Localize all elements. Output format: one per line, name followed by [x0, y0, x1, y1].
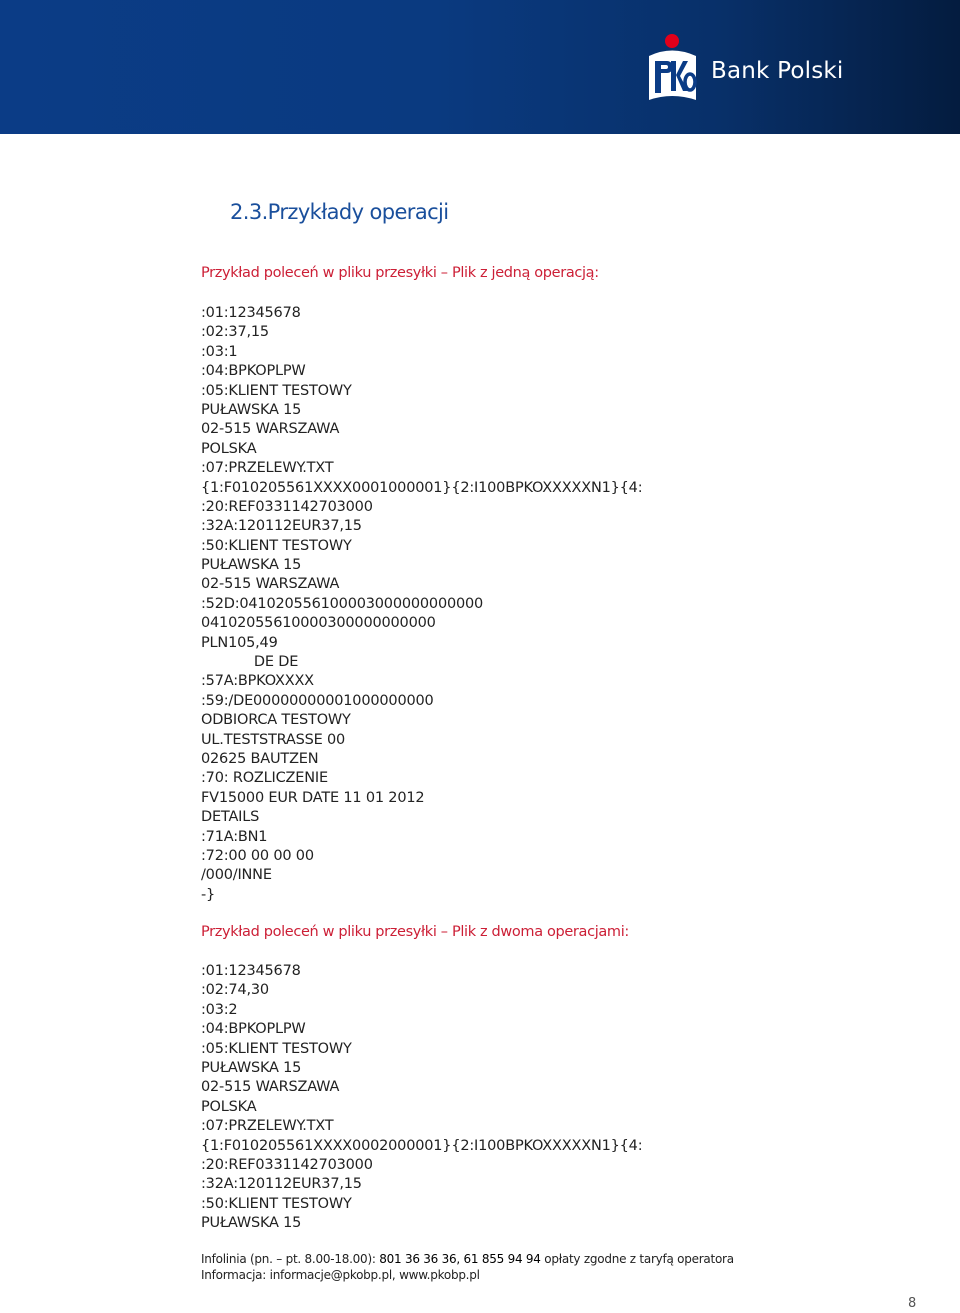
code-line: :59:/DE00000000001000000000	[201, 692, 434, 709]
code-line: :02:74,30	[201, 982, 269, 999]
page-number: 8	[908, 1296, 917, 1311]
code-line: -}	[201, 886, 216, 903]
code-line: :71A:BN1	[201, 828, 268, 845]
code-line: :05:KLIENT TESTOWY	[201, 382, 352, 399]
code-line: :01:12345678	[201, 305, 301, 321]
code-line: :02:37,15	[201, 324, 269, 341]
code-line: PUŁAWSKA 15	[201, 557, 302, 574]
code-line: {1:F010205561XXXX0002000001}{2:I100BPKOXXXXXN1}{4:	[201, 1137, 643, 1154]
code-line: ODBIORCA TESTOWY	[201, 712, 351, 729]
code-line: {1:F010205561XXXX0001000001}{2:I100BPKOXXXXXN1}{4:	[201, 479, 643, 496]
code-line: :01:12345678	[201, 963, 301, 979]
example2-code-block	[201, 962, 642, 1233]
code-line: POLSKA	[201, 1098, 257, 1115]
code-line: :50:KLIENT TESTOWY	[201, 537, 352, 554]
code-line: :03:2	[201, 1001, 238, 1018]
code-line: :20:REF0331142703000	[201, 1156, 373, 1173]
footer-hotline-label: Infolinia (pn. – pt. 8.00-18.00):	[201, 1252, 380, 1266]
code-line: :50:KLIENT TESTOWY	[201, 1195, 352, 1212]
pko-logo-icon	[646, 32, 704, 104]
footer-contact: Informacja: informacje@pkobp.pl, www.pkobp.pl	[201, 1268, 480, 1282]
code-line: :32A:120112EUR37,15	[201, 1176, 362, 1193]
code-line: PUŁAWSKA 15	[201, 1059, 302, 1076]
code-line: DETAILS	[201, 809, 260, 826]
code-line: 02-515 WARSZAWA	[201, 1079, 340, 1096]
code-line: :20:REF0331142703000	[201, 498, 373, 515]
code-line: PLN105,49	[201, 634, 278, 651]
code-line: :72:00 00 00 00	[201, 847, 314, 864]
section-title: 2.3.Przykłady operacji	[230, 200, 449, 224]
code-line: :05:KLIENT TESTOWY	[201, 1040, 352, 1057]
code-line: 04102055610000300000000000	[201, 615, 436, 632]
footer-hotline-numbers: 801 36 36 36, 61 855 94 94	[379, 1252, 541, 1266]
code-line: :52D:041020556100003000000000000	[201, 595, 484, 612]
code-line: 02625 BAUTZEN	[201, 750, 319, 767]
code-line: :03:1	[201, 343, 238, 360]
code-line: :04:BPKOPLPW	[201, 1021, 306, 1038]
brand-name: Bank Polski	[711, 58, 844, 84]
code-line: :04:BPKOPLPW	[201, 363, 306, 380]
header-banner	[0, 0, 960, 134]
code-line: UL.TESTSTRASSE 00	[201, 731, 346, 748]
example1-code-block	[201, 304, 642, 905]
code-line: /000/INNE	[201, 867, 272, 884]
code-line: POLSKA	[201, 440, 257, 457]
code-line: :57A:BPKOXXXX	[201, 673, 314, 690]
code-line: PUŁAWSKA 15	[201, 401, 302, 418]
code-line: :07:PRZELEWY.TXT	[201, 460, 334, 477]
example2-heading: Przykład poleceń w pliku przesyłki – Plik z dwoma operacjami:	[201, 924, 629, 940]
code-line: 02-515 WARSZAWA	[201, 421, 340, 438]
footer-hotline	[201, 1251, 734, 1267]
code-line: DE DE	[201, 654, 299, 671]
footer-hotline-note: opłaty zgodne z taryfą operatora	[540, 1252, 734, 1266]
code-line: :70: ROZLICZENIE	[201, 770, 328, 787]
example1-heading: Przykład poleceń w pliku przesyłki – Plik z jedną operacją:	[201, 265, 599, 281]
code-line: :32A:120112EUR37,15	[201, 518, 362, 535]
footer	[201, 1251, 734, 1283]
code-line: PUŁAWSKA 15	[201, 1215, 302, 1232]
code-line: FV15000 EUR DATE 11 01 2012	[201, 789, 425, 806]
code-line: :07:PRZELEWY.TXT	[201, 1118, 334, 1135]
code-line: 02-515 WARSZAWA	[201, 576, 340, 593]
